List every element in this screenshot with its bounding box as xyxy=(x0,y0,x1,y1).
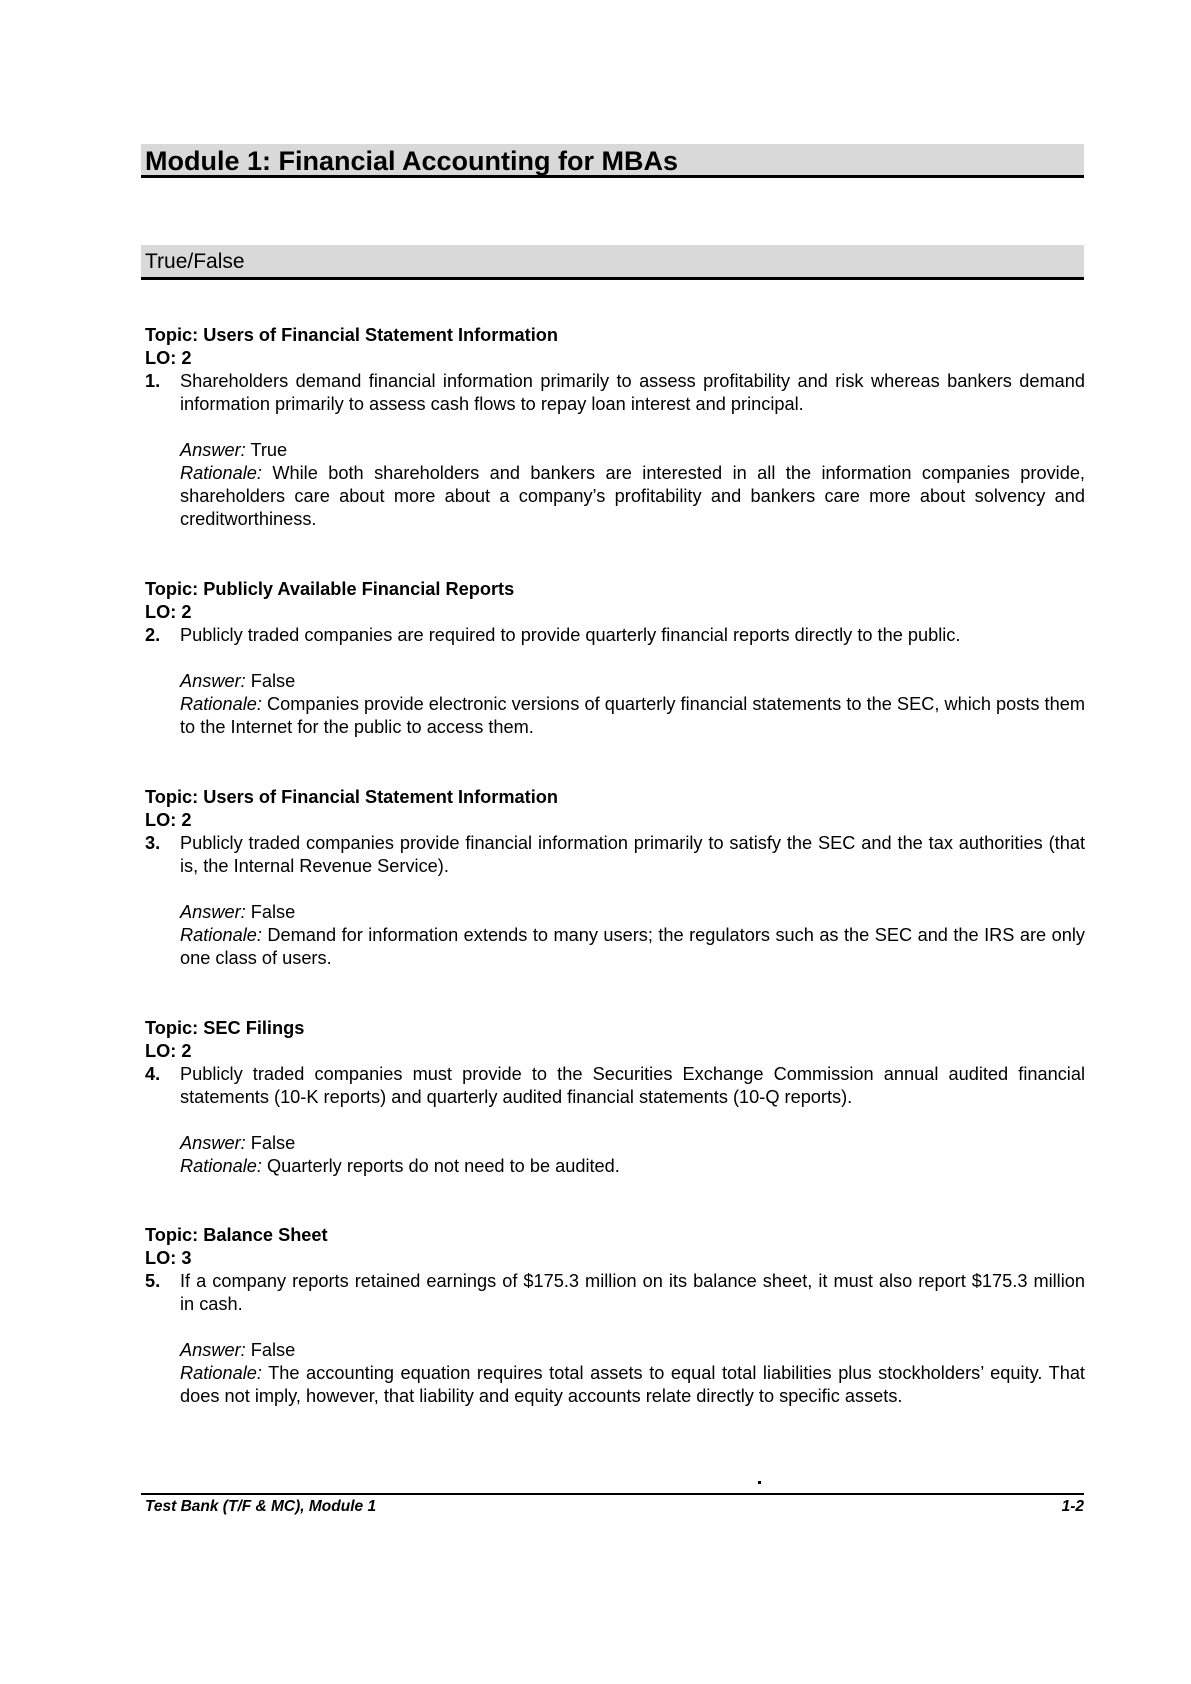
answer-value: False xyxy=(250,1340,296,1360)
question-topic: Topic: Publicly Available Financial Reports xyxy=(145,579,515,599)
question-block xyxy=(145,578,1085,739)
section-title: True/False xyxy=(145,250,245,273)
question-lo: LO: 3 xyxy=(145,1248,192,1268)
rationale-label: Rationale: xyxy=(180,463,262,483)
answer-block xyxy=(145,901,1085,970)
question-number: 1. xyxy=(145,371,161,391)
rationale-text: Companies provide electronic versions of quarterly financial statements to the SEC, which posts them to the Internet for the public to access them. xyxy=(180,694,1085,737)
footer-title: Test Bank (T/F & MC), Module 1 xyxy=(145,1498,377,1515)
question-number: 2. xyxy=(145,625,161,645)
answer-line xyxy=(180,1339,1085,1362)
question-text: Publicly traded companies are required to provide quarterly financial reports directly to the public. xyxy=(180,625,961,645)
footer-rule xyxy=(141,1493,1084,1495)
rationale-text: Quarterly reports do not need to be audited. xyxy=(266,1156,620,1176)
rationale-text: While both shareholders and bankers are interested in all the information companies provide, shareholders care about more about a company’s profitability and bankers care more about solvency and creditworthiness. xyxy=(180,463,1085,529)
question-topic: Topic: Users of Financial Statement Information xyxy=(145,787,558,807)
question-block xyxy=(145,1017,1085,1178)
question-lo: LO: 2 xyxy=(145,348,192,368)
question-text: If a company reports retained earnings of $175.3 million on its balance sheet, it must also report $175.3 million in cash. xyxy=(180,1271,1085,1314)
answer-value: True xyxy=(250,440,288,460)
question-text: Publicly traded companies provide financial information primarily to satisfy the SEC and the tax authorities (that is, the Internal Revenue Service). xyxy=(180,833,1085,876)
footer-dot xyxy=(758,1481,761,1484)
answer-label: Answer: xyxy=(180,1340,246,1360)
answer-block xyxy=(145,1132,1085,1178)
question-lo: LO: 2 xyxy=(145,602,192,622)
answer-label: Answer: xyxy=(180,902,246,922)
rationale-label: Rationale: xyxy=(180,694,262,714)
question-lo: LO: 2 xyxy=(145,1041,192,1061)
question-number: 5. xyxy=(145,1271,161,1291)
rationale-line xyxy=(180,462,1085,531)
answer-line xyxy=(180,901,1085,924)
answer-value: False xyxy=(250,671,296,691)
question-row xyxy=(145,624,1085,647)
answer-line xyxy=(180,670,1085,693)
question-topic: Topic: Users of Financial Statement Information xyxy=(145,325,558,345)
question-block xyxy=(145,786,1085,970)
answer-label: Answer: xyxy=(180,1133,246,1153)
rationale-text: The accounting equation requires total assets to equal total liabilities plus stockholders’ equity. That does not imply, however, that liability and equity accounts relate directly to specific assets. xyxy=(180,1363,1085,1406)
section-header-bar xyxy=(141,245,1084,280)
rationale-text: Demand for information extends to many users; the regulators such as the SEC and the IRS are only one class of users. xyxy=(180,925,1085,968)
question-lo: LO: 2 xyxy=(145,810,192,830)
answer-line xyxy=(180,439,1085,462)
page-number: 1-2 xyxy=(1061,1498,1084,1515)
answer-block xyxy=(145,670,1085,739)
answer-block xyxy=(145,439,1085,531)
question-row xyxy=(145,832,1085,878)
rationale-label: Rationale: xyxy=(180,1363,262,1383)
answer-label: Answer: xyxy=(180,671,246,691)
question-text: Shareholders demand financial information primarily to assess profitability and risk whereas bankers demand information primarily to assess cash flows to repay loan interest and principal. xyxy=(180,371,1085,414)
answer-block xyxy=(145,1339,1085,1408)
question-row xyxy=(145,1063,1085,1109)
question-block xyxy=(145,324,1085,531)
question-row xyxy=(145,370,1085,416)
rationale-line xyxy=(180,924,1085,970)
answer-label: Answer: xyxy=(180,440,246,460)
question-text: Publicly traded companies must provide to the Securities Exchange Commission annual audited financial statements (10-K reports) and quarterly audited financial statements (10-Q reports). xyxy=(180,1064,1085,1107)
answer-line xyxy=(180,1132,1085,1155)
answer-value: False xyxy=(250,902,296,922)
question-number: 3. xyxy=(145,833,161,853)
answer-value: False xyxy=(250,1133,296,1153)
question-number: 4. xyxy=(145,1064,161,1084)
question-row xyxy=(145,1270,1085,1316)
rationale-label: Rationale: xyxy=(180,925,262,945)
rationale-line xyxy=(180,1155,1085,1178)
rationale-label: Rationale: xyxy=(180,1156,262,1176)
rationale-line xyxy=(180,1362,1085,1408)
module-title: Module 1: Financial Accounting for MBAs xyxy=(145,146,679,176)
module-header-bar xyxy=(141,144,1084,178)
question-block xyxy=(145,1224,1085,1408)
rationale-line xyxy=(180,693,1085,739)
question-topic: Topic: Balance Sheet xyxy=(145,1225,328,1245)
question-topic: Topic: SEC Filings xyxy=(145,1018,305,1038)
